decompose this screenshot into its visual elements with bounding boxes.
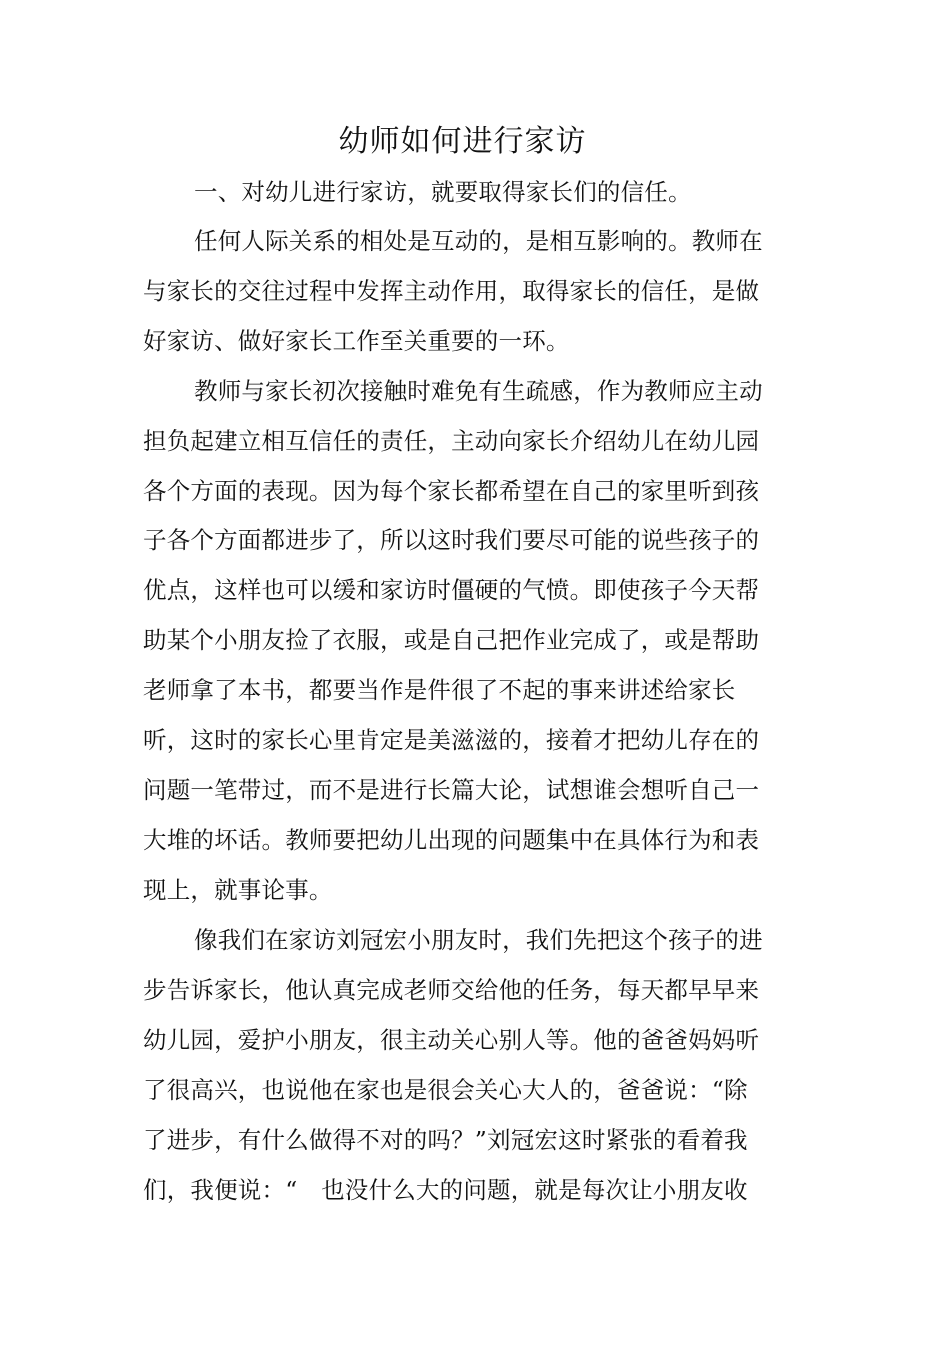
paragraph-line: 与家长的交往过程中发挥主动作用，取得家长的信任，是做: [143, 277, 760, 305]
paragraph-line: 优点，这样也可以缓和家访时僵硬的气愤。即使孩子今天帮: [143, 576, 760, 604]
paragraph-line: 老师拿了本书，都要当作是件很了不起的事来讲述给家长: [143, 676, 736, 704]
paragraph-line: 幼儿园，爱护小朋友，很主动关心别人等。他的爸爸妈妈听: [143, 1026, 760, 1054]
paragraph-line: 任何人际关系的相处是互动的，是相互影响的。教师在: [194, 227, 763, 255]
paragraph-line: 子各个方面都进步了，所以这时我们要尽可能的说些孩子的: [143, 526, 760, 554]
section-heading: 一、对幼儿进行家访，就要取得家长们的信任。: [194, 178, 692, 206]
paragraph-line: 大堆的坏话。教师要把幼儿出现的问题集中在具体行为和表: [143, 826, 760, 854]
paragraph-line: 各个方面的表现。因为每个家长都希望在自己的家里听到孩: [143, 477, 760, 505]
paragraph-line: 步告诉家长，他认真完成老师交给他的任务，每天都早早来: [143, 976, 760, 1004]
document-title: 幼师如何进行家访: [338, 124, 587, 159]
paragraph-line: 教师与家长初次接触时难免有生疏感，作为教师应主动: [194, 377, 763, 405]
paragraph-line: 们，我便说：“ 也没什么大的问题，就是每次让小朋友收: [143, 1176, 748, 1204]
paragraph-line: 助某个小朋友捡了衣服，或是自己把作业完成了，或是帮助: [143, 626, 760, 654]
paragraph-line: 了进步，有什么做得不对的吗？”刘冠宏这时紧张的看着我: [143, 1126, 748, 1154]
paragraph-line: 像我们在家访刘冠宏小朋友时，我们先把这个孩子的进: [194, 926, 763, 954]
paragraph-line: 好家访、做好家长工作至关重要的一环。: [143, 327, 570, 355]
paragraph-line: 现上，就事论事。: [143, 876, 333, 904]
paragraph-line: 问题一笔带过，而不是进行长篇大论，试想谁会想听自己一: [143, 776, 760, 804]
paragraph-line: 担负起建立相互信任的责任，主动向家长介绍幼儿在幼儿园: [143, 427, 760, 455]
paragraph-line: 了很高兴，也说他在家也是很会关心大人的，爸爸说：“除: [143, 1076, 748, 1104]
paragraph-line: 听，这时的家长心里肯定是美滋滋的，接着才把幼儿存在的: [143, 726, 760, 754]
